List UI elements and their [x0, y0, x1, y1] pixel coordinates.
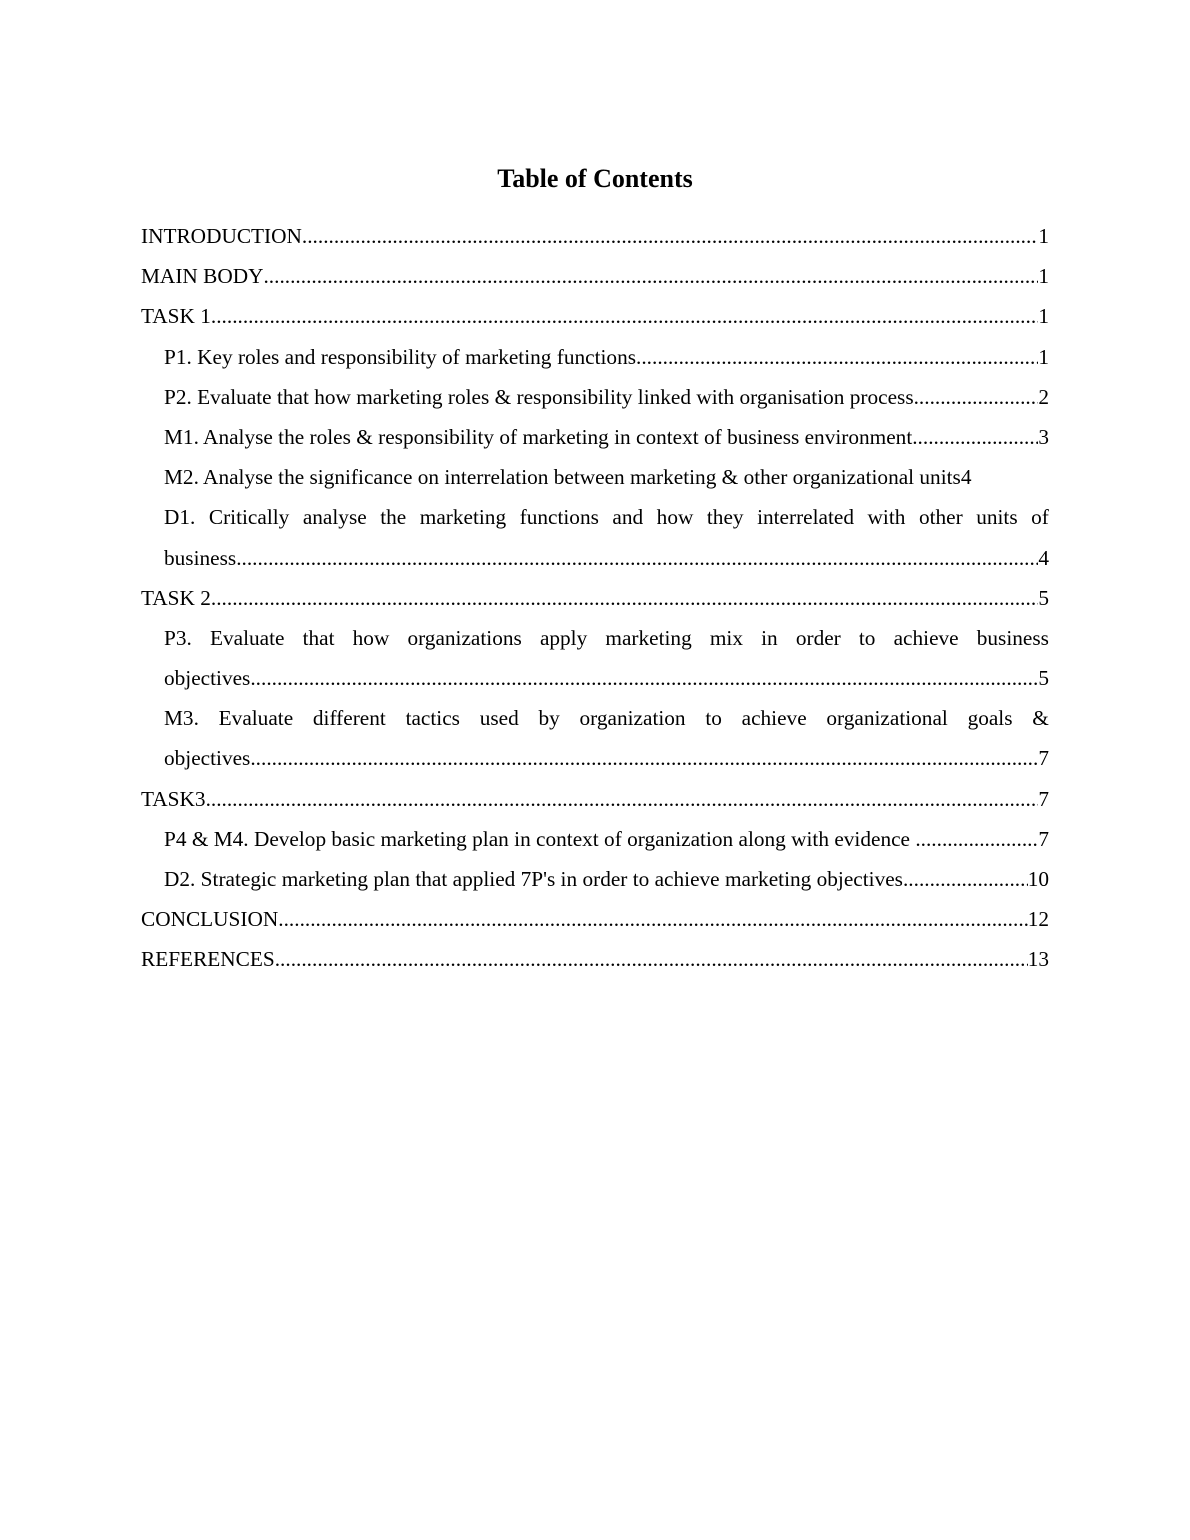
toc-entry-word: to — [858, 625, 876, 650]
toc-entry-word: how — [352, 625, 390, 650]
toc-entry-p4-m4[interactable] — [141, 819, 1049, 859]
dot-leader — [250, 658, 1038, 698]
toc-entry-page: 7 — [1038, 826, 1049, 851]
toc-entry-word: achieve — [741, 706, 807, 731]
toc-entry-page: 13 — [1027, 947, 1049, 972]
toc-entry-page: 12 — [1027, 907, 1049, 932]
toc-entry-word: D1. — [164, 505, 196, 530]
toc-entry-label-line2: objectives — [164, 746, 251, 771]
toc-entry-m1[interactable] — [141, 417, 1049, 457]
dot-leader — [636, 337, 1038, 377]
dot-leader — [211, 296, 1038, 336]
toc-entry-label-line1 — [164, 698, 1049, 738]
dot-leader — [302, 216, 1038, 256]
dot-leader — [236, 538, 1038, 578]
dot-leader — [263, 256, 1038, 296]
toc-entry-references[interactable] — [141, 939, 1049, 979]
toc-entry-word: tactics — [405, 706, 460, 731]
dot-leader — [275, 939, 1028, 979]
toc-entry-word: analyse — [302, 505, 367, 530]
toc-entry-word: P3. — [164, 625, 192, 650]
toc-entry-word: mix — [709, 625, 743, 650]
toc-entry-word: goals — [967, 706, 1013, 731]
toc-entry-m2[interactable] — [141, 457, 1049, 497]
toc-entry-d1[interactable] — [141, 497, 1049, 577]
toc-entry-word: Critically — [208, 505, 290, 530]
toc-entry-label: TASK3 — [141, 786, 206, 811]
toc-entry-main-body[interactable] — [141, 256, 1049, 296]
toc-entry-conclusion[interactable] — [141, 899, 1049, 939]
toc-entry-page: 4 — [1038, 545, 1049, 570]
toc-entry-word: the — [380, 505, 407, 530]
dot-leader — [250, 738, 1038, 778]
toc-entry-d2[interactable] — [141, 859, 1049, 899]
toc-entry-page: 2 — [1038, 384, 1049, 409]
toc-entry-introduction[interactable] — [141, 216, 1049, 256]
toc-entry-page: 1 — [1038, 304, 1049, 329]
toc-entry-label-line1 — [164, 618, 1049, 658]
toc-entry-page: 5 — [1038, 666, 1049, 691]
toc-entry-word: how — [656, 505, 694, 530]
toc-entry-label: D2. Strategic marketing plan that applied 7P's in order to achieve marketing objectives — [164, 867, 903, 891]
toc-entry-task-1[interactable] — [141, 296, 1049, 336]
toc-entry-label: P2. Evaluate that how marketing roles & responsibility linked with organisation process — [164, 384, 914, 409]
toc-entry-page: 4 — [960, 465, 972, 490]
toc-entry-word: and — [612, 505, 644, 530]
toc-entry-word: by — [538, 706, 560, 731]
dot-leader — [914, 377, 1039, 417]
toc-entry-word: other — [918, 505, 963, 530]
dot-leader — [912, 417, 1038, 457]
toc-entry-word: that — [302, 625, 335, 650]
toc-entry-word: M3. — [164, 706, 199, 731]
toc-entry-label: MAIN BODY — [141, 264, 264, 289]
toc-entry-page: 7 — [1038, 786, 1049, 811]
toc-entry-label: TASK 2 — [141, 585, 211, 610]
toc-title: Table of Contents — [497, 164, 693, 193]
toc-entry-page: 1 — [1038, 224, 1049, 248]
toc-entry-label: P1. Key roles and responsibility of marketing functions — [164, 344, 637, 369]
toc-entry-word: units — [976, 505, 1018, 530]
toc-entry-word: they — [706, 505, 744, 530]
toc-entry-page: 1 — [1038, 344, 1049, 369]
toc-entry-word: in — [761, 625, 778, 650]
toc-entry-p3[interactable] — [141, 618, 1049, 698]
toc-entry-word: marketing — [605, 625, 692, 650]
toc-entry-page: 10 — [1027, 867, 1049, 891]
toc-entry-m3[interactable] — [141, 698, 1049, 778]
dot-leader — [278, 899, 1027, 939]
toc-entry-p2[interactable] — [141, 377, 1049, 417]
toc-entry-label: P4 & M4. Develop basic marketing plan in context of organization along with evidence — [164, 826, 916, 851]
dot-leader — [903, 859, 1028, 899]
toc-entry-task-3[interactable] — [141, 779, 1049, 819]
dot-leader — [211, 578, 1038, 618]
toc-entry-word: of — [1031, 505, 1049, 530]
toc-entry-page: 5 — [1038, 585, 1049, 610]
toc-entry-word: with — [867, 505, 906, 530]
toc-entry-word: business — [976, 625, 1049, 650]
toc-entry-word: organizational — [826, 706, 948, 731]
toc-entry-label: TASK 1 — [141, 304, 211, 329]
toc-list — [141, 216, 1049, 980]
toc-entry-word: used — [479, 706, 519, 731]
toc-entry-word: marketing — [419, 505, 507, 530]
toc-entry-word: functions — [519, 505, 599, 530]
toc-entry-label: M1. Analyse the roles & responsibility of marketing in context of business environment — [164, 424, 913, 449]
toc-entry-task-2[interactable] — [141, 578, 1049, 618]
toc-entry-page: 1 — [1038, 264, 1049, 289]
toc-entry-page: 7 — [1038, 746, 1049, 771]
toc-entry-label: CONCLUSION — [141, 907, 279, 932]
toc-entry-word: Evaluate — [209, 625, 285, 650]
toc-entry-label: M2. Analyse the significance on interrelation between marketing & other organizational units — [164, 465, 961, 490]
toc-entry-word: interrelated — [757, 505, 855, 530]
dot-leader — [206, 779, 1039, 819]
toc-entry-label-line2: objectives — [164, 666, 251, 691]
toc-entry-p1[interactable] — [141, 337, 1049, 377]
toc-entry-word: organizations — [407, 625, 522, 650]
toc-entry-label-line1 — [164, 497, 1049, 537]
toc-entry-word: to — [705, 706, 722, 731]
toc-entry-label: INTRODUCTION — [141, 224, 302, 248]
toc-entry-word: & — [1032, 706, 1049, 731]
toc-entry-label: REFERENCES — [141, 947, 275, 972]
toc-entry-word: different — [312, 706, 386, 731]
toc-entry-word: Evaluate — [218, 706, 294, 731]
toc-entry-word: apply — [539, 625, 588, 650]
toc-entry-label-line2: business — [164, 545, 237, 570]
toc-entry-word: organization — [579, 706, 686, 731]
toc-entry-word: order — [795, 625, 841, 650]
dot-leader — [915, 819, 1038, 859]
toc-entry-word: achieve — [893, 625, 959, 650]
toc-entry-page: 3 — [1038, 424, 1049, 449]
